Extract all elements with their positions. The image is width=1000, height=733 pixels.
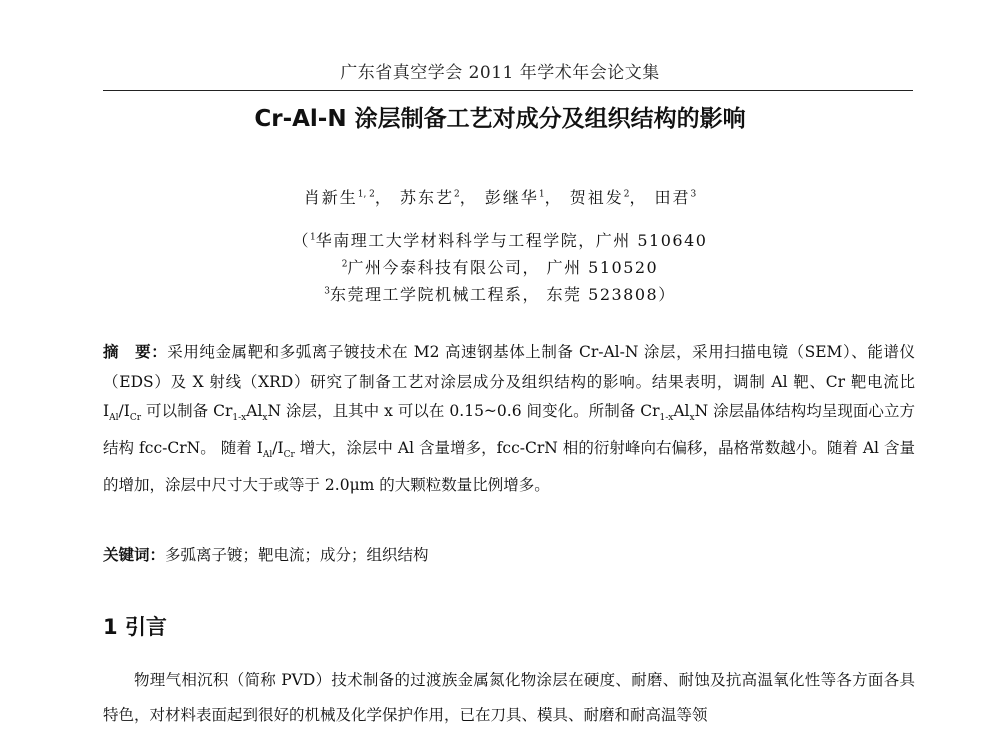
affiliation-3 [0, 282, 1000, 305]
abstract-text: /I [272, 438, 284, 457]
author-affil-mark: 2 [454, 189, 460, 200]
affiliation-1 [0, 228, 1000, 251]
author-name: 贺祖发 [569, 188, 624, 207]
affiliation-text: 华南理工大学材料科学与工程学院，广州 510640 [315, 231, 708, 250]
intro-paragraph: 物理气相沉积（简称 PVD）技术制备的过渡族金属氮化物涂层在硬度、耐磨、耐蚀及抗高温氧化性等各方面各具特色，对材料表面起到很好的机械及化学保护作用，已在刀具、模具、耐磨和耐高温等领 [103, 671, 915, 724]
subscript-cr: Cr [283, 449, 295, 460]
keywords [103, 543, 915, 565]
author-list: 肖新生$^{1, 2}$， 苏东艺$^2$， 彭继华$^1$， 贺祖发$^2$， 田君$^3$ [303, 188, 697, 207]
section-heading [103, 611, 167, 641]
author-name: 苏东艺 [400, 188, 455, 207]
paper-title: Cr-Al-N 涂层制备工艺对成分及组织结构的影响 [254, 106, 746, 132]
subscript-1-x: 1-x [659, 413, 674, 424]
author-affil-mark: 2 [623, 189, 630, 200]
abstract-text: N 涂层晶体结构均呈现面心立方结构 fcc-CrN。 随着 I [103, 402, 915, 457]
affiliation-2 [0, 255, 1000, 278]
subscript-al: Al [109, 413, 119, 424]
author-name: 彭继华 [484, 188, 539, 207]
section-number: 1 [103, 615, 118, 639]
affiliation-open-paren: （ [292, 231, 311, 250]
subscript-x: x [262, 413, 268, 424]
section-title: 引言 [124, 615, 167, 639]
affiliation-mark: 1 [310, 232, 316, 243]
abstract [103, 338, 915, 500]
author-affil-mark: 1 [538, 189, 545, 200]
subscript-1-x: 1-x [232, 413, 247, 424]
affiliation-mark: 2 [341, 259, 348, 270]
affiliation-mark: 3 [324, 286, 330, 297]
running-header: 广东省真空学会 2011 年学术年会论文集 [340, 63, 660, 83]
subscript-al: Al [262, 449, 273, 460]
abstract-text: 采用纯金属靶和多弧离子镀技术在 M2 高速钢基体上制备 Cr-Al-N 涂层，采用扫描电镜（SEM）、能谱仪（EDS）及 X 射线（XRD）研究了制备工艺对涂层成分及组织结构的影响。结果表明，调制 Al 靶、Cr 靶电流比 I [103, 343, 915, 421]
header-rule [103, 90, 913, 91]
affiliation-text: 东莞理工学院机械工程系， 东莞 523808 [329, 285, 659, 304]
abstract-text: Al [246, 402, 263, 421]
affiliation-close-paren: ） [658, 285, 676, 304]
affiliation-text: 广州今泰科技有限公司， 广州 510520 [347, 258, 659, 277]
author-name: 田君 [654, 188, 691, 207]
keywords-label: 关键词： [103, 546, 166, 564]
author-affil-mark: 1, 2 [357, 189, 375, 200]
abstract-label: 摘 要： [103, 343, 168, 361]
author-name: 肖新生 [303, 188, 358, 207]
keywords-text: 多弧离子镀；靶电流；成分；组织结构 [165, 546, 429, 564]
abstract-text: Al [673, 402, 690, 421]
abstract-text: 可以制备 Cr [141, 402, 233, 421]
abstract-text: N 涂层，且其中 x 可以在 0.15~0.6 间变化。所制备 Cr [267, 402, 660, 421]
author-affil-mark: 3 [690, 189, 697, 200]
abstract-text: 增大，涂层中 Al 含量增多，fcc-CrN 相的衍射峰向右偏移，晶格常数越小。随着 Al 含量的增加，涂层中尺寸大于或等于 2.0μm 的大颗粒数量比例增多。 [103, 438, 915, 494]
subscript-cr: Cr [129, 413, 142, 424]
subscript-x: x [689, 413, 695, 424]
abstract-text: /I [118, 402, 130, 421]
